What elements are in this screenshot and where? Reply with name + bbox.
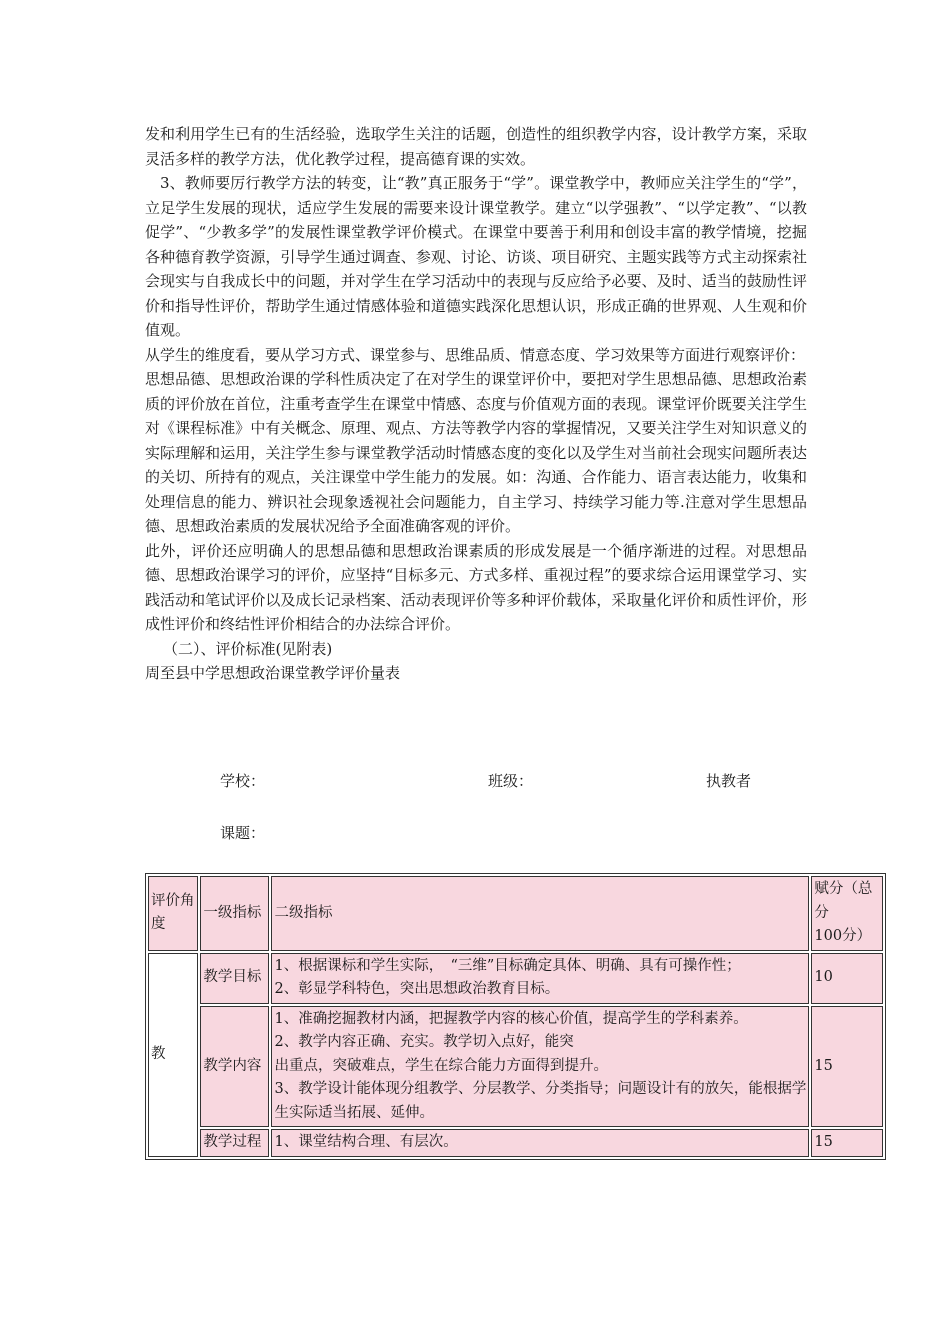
topic-label: 课题： xyxy=(220,824,266,842)
level2-cell xyxy=(271,953,809,1004)
level2-cell xyxy=(271,1006,809,1128)
level1-cell: 教学目标 xyxy=(200,953,269,1004)
header-dimension: 评价角度 xyxy=(148,876,198,951)
paragraph: 从学生的维度看，要从学习方式、课堂参与、思维品质、情意态度、学习效果等方面进行观察评价： xyxy=(145,345,806,364)
paragraph: 发和利用学生已有的生活经验，选取学生关注的话题，创造性的组织教学内容，设计教学方案，采取灵活多样的教学方法，优化教学过程，提高德育课的实效。 xyxy=(145,125,807,168)
paragraph: 3、教师要厉行教学方法的转变，让“教”真正服务于“学”。课堂教学中，教师应关注学生的“学”，立足学生发展的现状，适应学生发展的需要来设计课堂教学。建立“以学强教”、“以学定教”、“以教促学”、“少教多学”的发展性课堂教学评价模式。在课堂中要善于利用和创设丰富的教学情境，挖掘各种德育教学资源，引导学生通过调查、参观、讨论、访谈、项目研究、主题实践等方式主动探索社会现实与自我成长中的问题，并对学生在学习活动中的表现与反应给予必要、及时、适当的鼓励性评价和指导性评价，帮助学生通过情感体验和道德实践深化思想认识，形成正确的世界观、人生观和价值观。 xyxy=(145,174,807,339)
level1-cell: 教学过程 xyxy=(200,1129,269,1157)
criterion-item: 2、教学内容正确、充实。教学切入点好，能突 xyxy=(274,1034,574,1050)
table-row xyxy=(148,953,883,1004)
table-header-row xyxy=(148,876,883,951)
header-level1: 一级指标 xyxy=(200,876,269,951)
section-heading: （二）、评价标准(见附表) xyxy=(163,639,333,658)
criterion-item: 1、根据课标和学生实际， “三维”目标确定具体、明确、具有可操作性； xyxy=(274,957,741,974)
school-label: 学校： xyxy=(220,772,266,790)
level2-cell xyxy=(271,1129,809,1157)
level1-cell: 教学内容 xyxy=(200,1006,269,1128)
class-label: 班级： xyxy=(488,772,534,790)
criterion-item: 出重点，突破难点，学生在综合能力方面得到提升。 xyxy=(274,1057,608,1074)
table-row xyxy=(148,1006,883,1128)
paragraph: 思想品德、思想政治课的学科性质决定了在对学生的课堂评价中，要把对学生思想品德、思想政治素质的评价放在首位，注重考查学生在课堂中情感、态度与价值观方面的表现。课堂评价既要关注学生对《课程标准》中有关概念、原理、观点、方法等教学内容的掌握情况，又要关注学生对知识意义的实际理解和运用，关注学生参与课堂教学活动时情感态度的变化以及学生对当前社会现实问题所表达的关切、所持有的观点，关注课堂中学生能力的发展。如：沟通、合作能力、语言表达能力，收集和处理信息的能力、辨识社会现象透视社会问题能力，自主学习、持续学习能力等.注意对学生思想品德、思想政治素质的发展状况给予全面准确客观的评价。 xyxy=(145,370,807,535)
criterion-item: 2、彰显学科特色，突出思想政治教育目标。 xyxy=(274,981,560,997)
dimension-cell: 教 xyxy=(148,953,198,1157)
evaluation-table xyxy=(145,873,886,1160)
score-cell: 15 xyxy=(811,1006,883,1128)
table-row xyxy=(148,1129,883,1157)
teacher-label: 执教者 xyxy=(706,772,752,790)
criterion-item: 1、准确挖掘教材内涵，把握教学内容的核心价值，提高学生的学科素养。 xyxy=(274,1010,748,1027)
header-level2: 二级指标 xyxy=(271,876,809,951)
paragraph: 此外，评价还应明确人的思想品德和思想政治课素质的形成发展是一个循序渐进的过程。对思想品德、思想政治课学习的评价，应坚持“目标多元、方式多样、重视过程”的要求综合运用课堂学习、实践活动和笔试评价以及成长记录档案、活动表现评价等多种评价载体，采取量化评价和质性评价，形成性评价和终结性评价相结合的办法综合评价。 xyxy=(145,541,807,633)
header-score: 赋分（总分 100分） xyxy=(811,876,883,951)
criterion-item: 3、教学设计能体现分组教学、分层教学、分类指导；问题设计有的放矢，能根据学生实际适当拓展、延伸。 xyxy=(274,1081,807,1121)
table-title: 周至县中学思想政治课堂教学评价量表 xyxy=(145,664,401,682)
document-body xyxy=(145,122,807,686)
criterion-item: 1、课堂结构合理、有层次。 xyxy=(274,1134,458,1150)
score-cell: 10 xyxy=(811,953,883,1004)
score-cell: 15 xyxy=(811,1129,883,1157)
